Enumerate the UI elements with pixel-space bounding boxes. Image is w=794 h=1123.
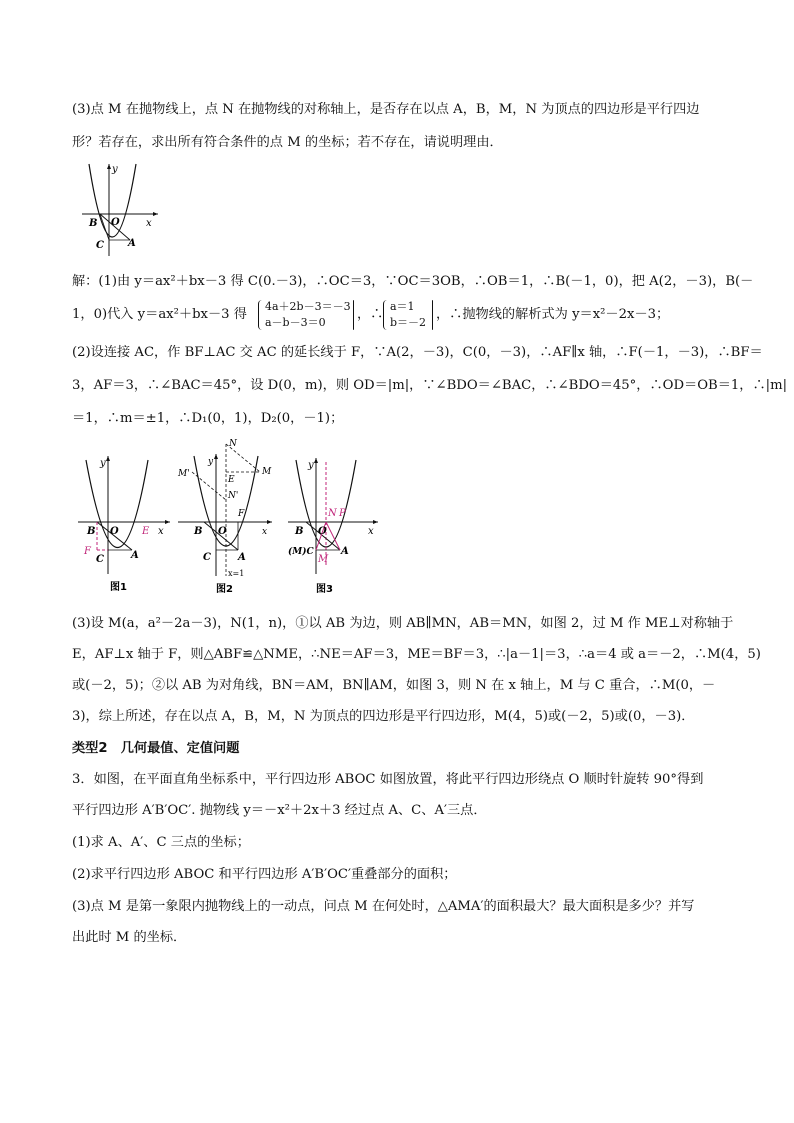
section-title: 类型2 几何最值、定值问题: [72, 741, 240, 756]
fig3-label-m: M: [318, 554, 329, 565]
problem3-question-3-line2: 出此时 M 的坐标．: [72, 930, 187, 945]
fig3-label-p: P: [339, 508, 346, 519]
solution-1-line2b: ，∴抛物线的解析式为 y＝x²－2x－3；: [436, 307, 670, 322]
problem3-question-2: (2)求平行四边形 ABOC 和平行四边形 A′B′OC′重叠部分的面积；: [72, 867, 457, 882]
fig2-label-e: E: [228, 475, 235, 485]
figure-3: [286, 454, 382, 600]
system-brace-1-close: [353, 300, 354, 330]
solution-2-line3: ＝1，∴m＝±1，∴D₁(0，1)，D₂(0，－1)；: [72, 411, 344, 426]
fig2-label-n-prime: N': [228, 491, 239, 501]
problem-part3-line1: (3)点 M 在抛物线上，点 N 在抛物线的对称轴上，是否存在以点 A，B，M，N 为顶点的四边形是平行四边: [72, 102, 700, 117]
fig1-label-x: x: [158, 526, 164, 537]
solution-2-line1: (2)设连接 AC，作 BF⊥AC 交 AC 的延长线于 F，∵A(2，－3)，C(0，－3)，∴AF∥x 轴，∴F(－1，－3)，∴BF＝: [72, 345, 763, 360]
system-brace-2: [383, 300, 390, 330]
solution-3-line3: 或(－2，5)；②以 AB 为对角线，BN＝AM，BN∥AM，如图 3，则 N 在 x 轴上，M 与 C 重合，∴M(0，－: [72, 678, 716, 693]
fig2-caption: 图2: [216, 584, 233, 595]
top-parabola-figure: [78, 160, 160, 258]
system-2-eq1: a＝1: [390, 300, 415, 313]
fig2-label-o: O: [218, 526, 227, 537]
fig2-label-b: B: [194, 526, 203, 537]
solution-1-mid: ，∴: [357, 307, 384, 322]
fig3-label-a: A: [341, 546, 349, 557]
fig2-label-axis-of-symmetry: x=1: [228, 569, 245, 578]
fig3-label-n: N: [328, 508, 337, 519]
system-brace-2-close: [432, 300, 433, 330]
system-2-eq2: b＝－2: [390, 316, 427, 329]
solution-3-line1: (3)设 M(a，a²－2a－3)，N(1，n)，①以 AB 为边，则 AB∥MN，AB＝MN，如图 2，过 M 作 ME⊥对称轴于: [72, 616, 734, 631]
solution-3-line4: 3)，综上所述，存在以点 A，B，M，N 为顶点的四边形是平行四边形，M(4，5)或(－2，5)或(0，－3)．: [72, 709, 695, 724]
fig1-label-a: A: [131, 550, 139, 561]
fig2-label-c: C: [203, 552, 211, 563]
solution-1-line1: 解：(1)由 y＝ax²＋bx－3 得 C(0.－3)，∴OC＝3，∵OC＝3OB，∴OB＝1，∴B(－1，0)，把 A(2，－3)，B(－: [72, 274, 754, 289]
fig2-label-f: F: [238, 509, 245, 519]
top-fig-label-a: A: [128, 238, 136, 249]
fig3-label-b: B: [295, 526, 304, 537]
fig3-caption: 图3: [316, 584, 333, 595]
fig1-label-y: y: [100, 458, 106, 469]
solution-2-line2: 3，AF＝3，∴∠BAC＝45°，设 D(0，m)，则 OD＝|m|，∵∠BDO＝∠BAC，∴∠BDO＝45°，∴OD＝OB＝1，∴|m|: [72, 378, 788, 393]
problem3-line1: 3．如图，在平面直角坐标系中，平行四边形 ABOC 如图放置，将此平行四边形绕点 O 顺时针旋转 90°得到: [72, 772, 704, 787]
fig2-label-m: M: [262, 467, 272, 477]
problem-part3-line2: 形？若存在，求出所有符合条件的点 M 的坐标；若不存在，请说明理由．: [72, 135, 503, 150]
system-1-eq2: a－b－3＝0: [265, 316, 326, 329]
top-fig-label-o: O: [111, 217, 120, 228]
fig1-label-f: F: [84, 546, 91, 557]
fig1-caption: 图1: [110, 582, 127, 593]
problem3-line2: 平行四边形 A′B′OC′. 抛物线 y＝－x²＋2x＋3 经过点 A、C、A′三点．: [72, 803, 487, 818]
problem3-question-3-line1: (3)点 M 是第一象限内抛物线上的一动点，问点 M 在何处时，△AMA′的面积最大？最大面积是多少？并写: [72, 899, 695, 914]
top-fig-label-b: B: [89, 218, 98, 229]
top-fig-label-x: x: [146, 218, 152, 229]
fig3-label-x: x: [368, 526, 374, 537]
fig1-label-b: B: [87, 526, 96, 537]
fig2-label-n: N: [229, 439, 237, 449]
fig3-label-o: O: [318, 526, 327, 537]
fig1-label-e: E: [142, 526, 150, 537]
top-fig-label-c: C: [96, 240, 104, 251]
figure-2: [176, 436, 276, 600]
problem3-question-1: (1)求 A、A′、C 三点的坐标；: [72, 835, 250, 850]
fig3-label-mc: (M)C: [288, 547, 314, 557]
fig2-label-y: y: [208, 457, 214, 467]
fig2-label-a: A: [238, 552, 246, 563]
solution-3-line2: E，AF⊥x 轴于 F，则△ABF≌△NME，∴NE＝AF＝3，ME＝BF＝3，∴|a－1|＝3，∴a＝4 或 a＝－2，∴M(4，5): [72, 647, 761, 662]
fig3-label-y: y: [308, 460, 314, 471]
system-brace-1: [258, 300, 265, 330]
fig1-label-c: C: [96, 554, 104, 565]
solution-1-line2a: 1，0)代入 y＝ax²＋bx－3 得: [72, 307, 247, 322]
fig2-label-x: x: [262, 527, 268, 537]
fig1-label-o: O: [110, 526, 119, 537]
top-fig-label-y: y: [112, 164, 118, 175]
system-1-eq1: 4a＋2b－3＝－3: [265, 300, 351, 313]
figure-1: [76, 450, 172, 600]
fig2-label-m-prime: M': [178, 469, 190, 479]
